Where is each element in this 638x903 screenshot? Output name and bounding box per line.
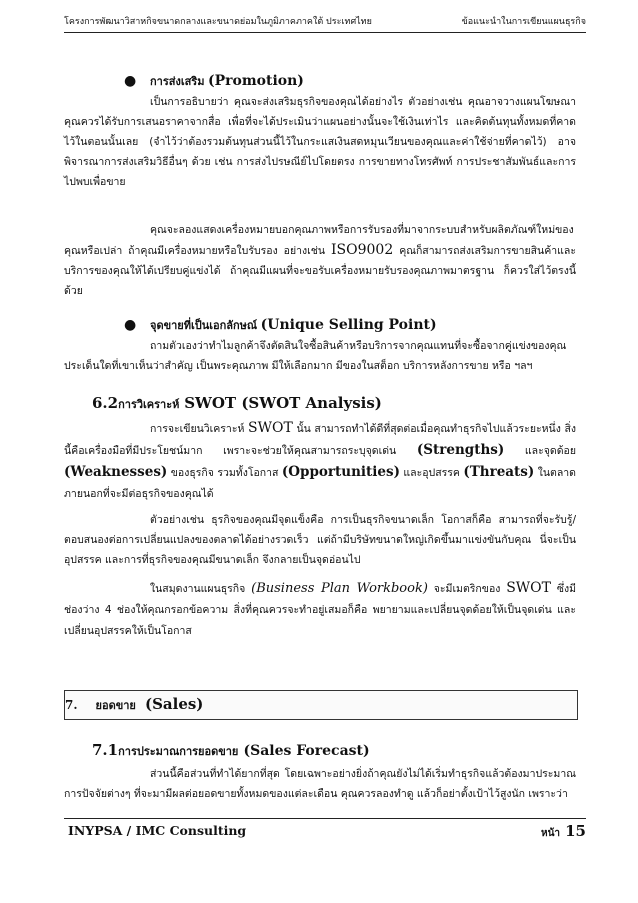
forecast-heading [92, 740, 370, 760]
footer-organization: INYPSA / IMC Consulting [68, 823, 247, 838]
swot-text-1c: และจุดด้อย [524, 445, 576, 457]
sales-title-en: (Sales) [144, 695, 204, 713]
swot-text-1a: การจะเขียนวิเคราะห์ [150, 423, 245, 435]
weaknesses-term: (Weaknesses) [64, 464, 168, 480]
swot-text-1b: นั้น สามารถทำได้ดีที่สุดต่อเมื่อคุณทำธุรกิจไปแล้วระยะหนึ่ง สิ่งนี้คือเครื่องมือที่มีประโยชน์มาก เพราะจะช่วยให้คุณสามารถระบุจุดเด่น [64, 423, 576, 457]
swot-heading [92, 394, 382, 413]
swot-number: 6.2 [92, 394, 119, 412]
swot-term: SWOT [248, 420, 293, 436]
swot-text-3b: จะมีเมตริกของ [433, 583, 501, 595]
sales-number: 7. [65, 698, 78, 712]
usp-text: ถามตัวเองว่าทำไมลูกค้าจึงตัดสินใจซื้อสินค้าหรือบริการจากคุณแทนที่จะซื้อจากคู่แข่งของคุณ ประเด็นใดที่เขาเห็นว่าสำคัญ เป็นพระคุณภาพ มีให้เลือกมาก มีของในสต็อก บริการหลังการขาย หรือ ฯลฯ [64, 340, 567, 372]
swot-text-3c: ซึ่งมีช่องว่าง 4 ช่องให้คุณกรอกข้อความ สิ่งที่คุณควรจะทำอยู่เสมอก็คือ พยายามและเปลี่ยนจุดด้อยให้เป็นจุดเด่น และเปลี่ยนอุปสรรคให้เป็นโอกาส [64, 583, 576, 637]
workbook-term: (Business Plan Workbook) [251, 581, 428, 596]
opportunities-term: (Opportunities) [281, 464, 400, 480]
forecast-title-th: การประมาณการยอดขาย [118, 745, 239, 758]
threats-term: (Threats) [463, 464, 535, 480]
usp-paragraph [64, 336, 576, 376]
bullet-promotion [124, 70, 304, 93]
swot-text-3a: ในสมุดงานแผนธุรกิจ [150, 583, 246, 595]
promotion-title-th: การส่งเสริม [150, 75, 205, 88]
page-footer [64, 818, 586, 841]
promotion-text-1: เป็นการอธิบายว่า คุณจะส่งเสริมธุรกิจของคุณได้อย่างไร ตัวอย่างเช่น คุณอาจวางแผนโฆษณา คุณควรได้รับการเสนอราคาจากสื่อ เพื่อที่จะได้ประเมินว่าแผนอย่างนั้นจะใช้เงินเท่าไร และคิดต้นทุนทั้งหมดที่คาดไว้ในตอนนั้นเลย (จำไว้ว่าต้องรวมต้นทุนส่วนนี้ไว้ในกระแสเงินสดหมุนเวียนของคุณและค่าใช้จ่ายที่คาดไว้) อาจพิจารณาการส่งเสริมวิธีอื่นๆ ด้วย เช่น การส่งไปรษณีย์ไปโดยตรง การขายทางโทรศัพท์ การประชาสัมพันธ์และการไปพบเพื่อขาย [64, 96, 576, 188]
header-section-title: ข้อแนะนำในการเขียนแผนธุรกิจ [461, 17, 586, 27]
forecast-title-en: (Sales Forecast) [243, 743, 370, 759]
swot-term-2: SWOT [506, 580, 551, 596]
promotion-title-en: (Promotion) [207, 73, 304, 89]
header-project-title: โครงการพัฒนาวิสาหกิจขนาดกลางและขนาดย่อมในภูมิภาคภาคใต้ ประเทศไทย [64, 17, 372, 27]
usp-title-th: จุดขายที่เป็นเอกลักษณ์ [150, 319, 258, 332]
sales-heading [65, 694, 203, 714]
sales-section-box [64, 690, 578, 720]
swot-title-th: การวิเคราะห์ [118, 398, 180, 411]
swot-text-1e: และอุปสรรค [403, 467, 460, 479]
strengths-term: (Strengths) [416, 442, 505, 458]
promotion-text-2b: คุณก็สามารถส่งเสริมการขายสินค้าและบริการของคุณให้ได้เปรียบคู่แข่งได้ ถ้าคุณมีแผนที่จะขอรับเครื่องหมายรับรองคุณภาพมาตรฐาน ก็ควรใส่ไว้ตรงนี้ด้วย [64, 245, 576, 297]
footer-page-number [541, 821, 586, 841]
swot-title-en: SWOT (SWOT Analysis) [184, 394, 382, 412]
page-label: หน้า [540, 828, 561, 839]
iso-label: ISO9002 [331, 242, 394, 258]
swot-text-1f: ในตลาดภายนอกที่จะมีต่อธุรกิจของคุณได้ [64, 467, 576, 500]
swot-paragraph-1 [64, 418, 576, 505]
bullet-dot-icon: ● [124, 317, 137, 333]
forecast-paragraph [64, 764, 576, 804]
forecast-number: 7.1 [92, 741, 119, 759]
usp-title-en: (Unique Selling Point) [260, 317, 437, 333]
page-header [64, 12, 586, 33]
sales-title-th: ยอดขาย [95, 699, 136, 712]
swot-text-1d: ของธุรกิจ รวมทั้งโอกาส [170, 467, 279, 479]
bullet-dot-icon: ● [124, 73, 137, 89]
bullet-usp [124, 314, 437, 337]
promotion-text-2a: คุณจะลองแสดงเครื่องหมายบอกคุณภาพหรือการรับรองที่มาจากระบบสำหรับผลิตภัณฑ์ใหม่ของคุณหรือเปล่า ถ้าคุณมีเครื่องหมายหรือใบรับรอง อย่างเช่น [64, 224, 574, 257]
swot-paragraph-2 [64, 510, 576, 570]
swot-paragraph-3 [64, 578, 576, 642]
promotion-paragraph-2 [64, 220, 576, 301]
forecast-text: ส่วนนี้คือส่วนที่ทำได้ยากที่สุด โดยเฉพาะอย่างยิ่งถ้าคุณยังไม่ได้เริ่มทำธุรกิจแล้วต้องมาประมาณการปัจจัยต่างๆ ที่จะมามีผลต่อยอดขายทั้งหมดของแต่ละเดือน คุณควรลองทำดู แล้วก็อย่าตั้งเป้าไว้สูงนัก เพราะว่า [64, 768, 576, 800]
swot-text-2: ตัวอย่างเช่น ธุรกิจของคุณมีจุดแข็งคือ การเป็นธุรกิจขนาดเล็ก โอกาสก็คือ สามารถที่จะรับรู้/ตอบสนองต่อการเปลี่ยนแปลงของตลาดได้อย่างรวดเร็ว แต่ถ้ามีบริษัทขนาดใหญ่เกิดขึ้นมาแข่งขันกับคุณ นี่จะเป็นอุปสรรค และการที่ธุรกิจของคุณมีขนาดเล็ก จึงกลายเป็นจุดอ่อนไป [64, 514, 576, 566]
page-number: 15 [565, 822, 586, 840]
promotion-paragraph-1 [64, 92, 576, 192]
